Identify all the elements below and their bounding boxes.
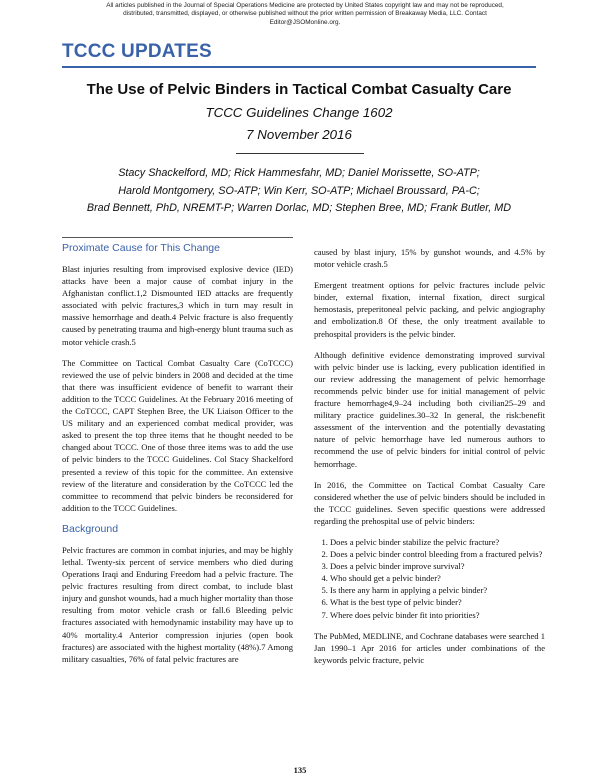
question-list	[314, 536, 545, 621]
paragraph: Emergent treatment options for pelvic fractures include pelvic binder, external fixation, internal fixation, direct surgical hemostasis, preperitoneal pelvic packing, and pelvic angiography and embolization.8 Of these, the only treatment available to prehospital providers is the pelvic binder.	[314, 280, 545, 339]
paragraph: The Committee on Tactical Combat Casualty Care (CoTCCC) reviewed the use of pelvic binders in 2008 and decided at the time that there was insufficient evidence of benefit to warrant their addition to the TCCC Guidelines. At the February 2016 meeting of the CoTCCC, CAPT Stephen Bree, the UK Liaison Officer to the US military and an experienced combat medical provider, was asked to present the top three items that he thought needed to be changed about TCCC. One of those three items was to add the use of pelvic binders to the TCCC Guidelines. Col Stacy Shackelford presented a review of this topic for the committee. An extensive review of the literature and consideration by the CoTCCC led the committee to recommend that pelvic binders be reconsidered for addition to the TCCC Guidelines.	[62, 357, 293, 513]
paragraph: Pelvic fractures are common in combat injuries, and may be highly lethal. Twenty-six percent of service members who died during Operations Iraqi and Enduring Freedom had a pelvic fracture. The pelvic fractures resulting from direct combat, to include blast injury and gunshot wounds, had a much higher mortality than those resulting from motor vehicle crash or fall.6 Bleeding pelvic fractures associated with hemodynamic instability may have up to 40% mortality.4 Anterior compression injuries (open book fractures) are associated with the highest mortality (48%).7 Among military casualties, 76% of fatal pelvic fractures are	[62, 544, 293, 664]
list-item: 5. Is there any harm in applying a pelvic binder?	[330, 584, 545, 596]
paragraph: caused by blast injury, 15% by gunshot wounds, and 4.5% by motor vehicle crash.5	[314, 247, 545, 270]
copyright-notice: All articles published in the Journal of Special Operations Medicine are protected by United States copyright law and may not be reproduced, distributed, transmitted, displayed, or otherwise published without the prior written permission of Breakaway Media, LLC. Contact Editor@JSOMonline.org.	[106, 2, 504, 26]
right-column	[314, 246, 545, 675]
list-item: 4. Who should get a pelvic binder?	[330, 572, 545, 584]
article-title: The Use of Pelvic Binders in Tactical Combat Casualty Care	[86, 81, 512, 98]
author-line: Brad Bennett, PhD, NREMT-P; Warren Dorlac, MD; Stephen Bree, MD; Frank Butler, MD	[86, 202, 512, 214]
paragraph: Blast injuries resulting from improvised explosive device (IED) attacks have been a major cause of combat injury in the Afghanistan conflict.1,2 Dismounted IED attacks are frequently associated with pelvic fractures,3 which in turn may result in massive hemorrhage and death.4 Pelvic fracture is also frequently caused by penetrating trauma and high-energy blunt trauma such as motor vehicle crash.5	[62, 264, 293, 347]
left-column	[62, 240, 293, 674]
title-divider	[236, 153, 364, 154]
list-item: 2. Does a pelvic binder control bleeding from a fractured pelvis?	[330, 548, 545, 560]
paragraph: The PubMed, MEDLINE, and Cochrane databases were searched 1 Jan 1990–1 Apr 2016 for articles under combinations of the keywords pelvic fracture, pelvic	[314, 630, 545, 665]
list-item: 1. Does a pelvic binder stabilize the pelvic fracture?	[330, 536, 545, 548]
paragraph: In 2016, the Committee on Tactical Combat Casualty Care considered whether the use of pelvic binders should be included in the TCCC guidelines. Seven specific questions were addressed regarding the prehospital use of pelvic binders:	[314, 479, 545, 526]
list-item: 7. Where does pelvic binder fit into priorities?	[330, 609, 545, 621]
page-number: 135	[293, 765, 307, 775]
article-date: 7 November 2016	[246, 127, 352, 142]
column-top-rule	[62, 237, 293, 238]
list-item: 3. Does a pelvic binder improve survival?	[330, 560, 545, 572]
section-heading-background: Background	[62, 522, 119, 535]
author-line: Stacy Shackelford, MD; Rick Hammesfahr, MD; Daniel Morissette, SO-ATP;	[118, 167, 480, 179]
list-item: 6. What is the best type of pelvic binder?	[330, 596, 545, 608]
author-list	[62, 165, 536, 218]
paragraph: Although definitive evidence demonstrating improved survival with pelvic binder use is lacking, every publication identified in our review addressing the management of pelvic hemorrhage recommends pelvic binder use for initial management of pelvic fracture hemorrhage4,9–24 including both civilian25–29 and military practice guidelines.30–32 In general, the risk:benefit assessment of the intervention and the potentially devastating nature of pelvic hemorrhage have led numerous authors to recommend the use of pelvic binders for initial control of pelvic hemorrhage.	[314, 349, 545, 469]
author-line: Harold Montgomery, SO-ATP; Win Kerr, SO-ATP; Michael Broussard, PA-C;	[118, 184, 480, 197]
section-divider	[62, 66, 536, 68]
article-subtitle: TCCC Guidelines Change 1602	[205, 105, 393, 120]
section-heading-proximate-cause: Proximate Cause for This Change	[62, 242, 220, 254]
section-tag: TCCC UPDATES	[62, 41, 212, 62]
